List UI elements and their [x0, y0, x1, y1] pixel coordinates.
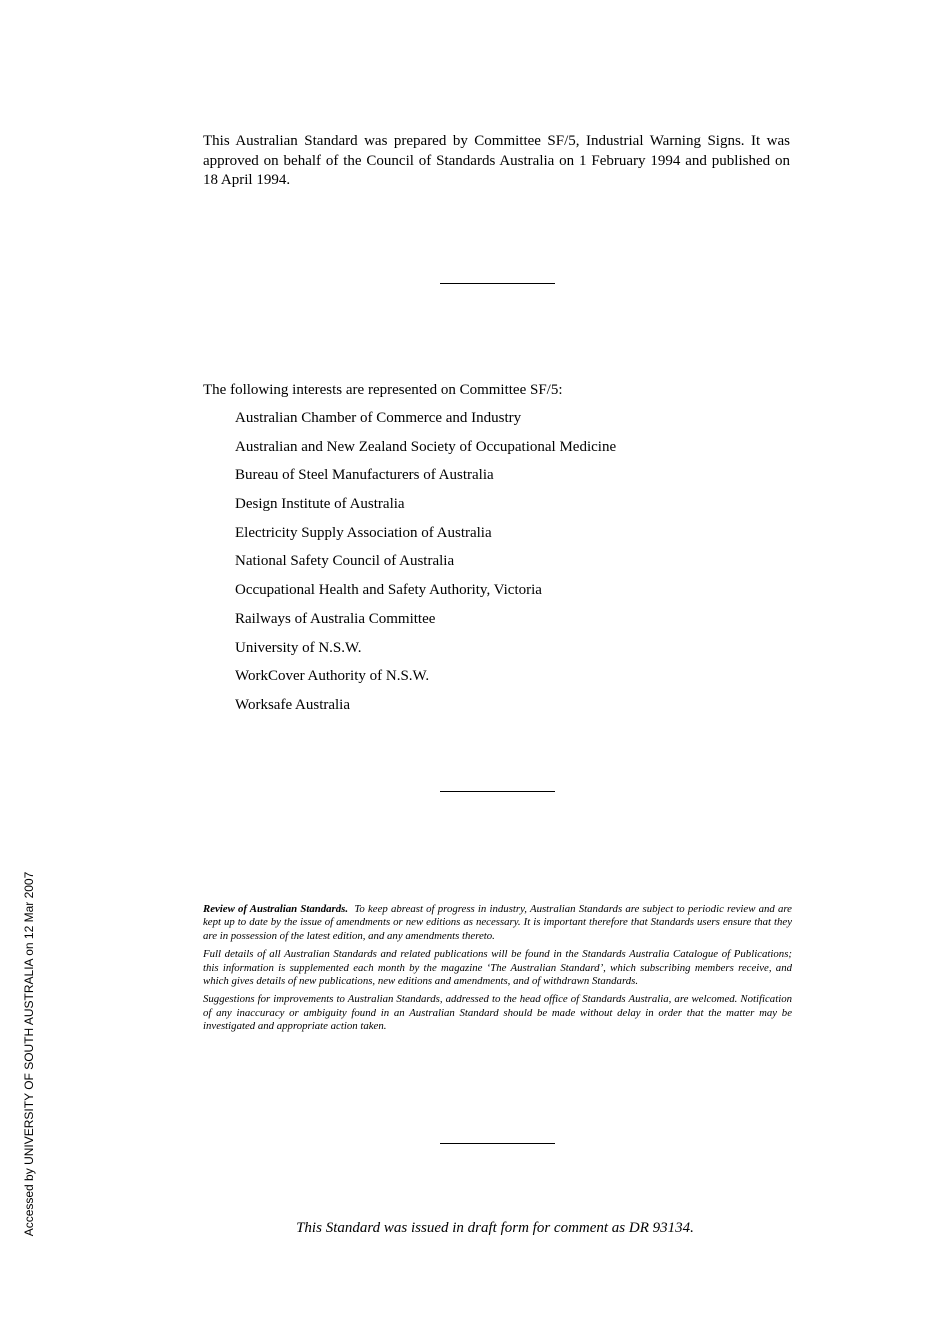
- interest-item: Electricity Supply Association of Australia: [235, 524, 492, 541]
- interest-item: Design Institute of Australia: [235, 496, 405, 513]
- interest-item: Occupational Health and Safety Authority, Victoria: [235, 582, 542, 599]
- review-title: Review of Australian Standards.: [203, 903, 349, 915]
- publications-paragraph: Full details of all Australian Standards and related publications will be found in the Standards Australia Catalogue of Publications; this information is supplemented each month by the magazine ‘The Australian Standard’, which subscribing members receive, and which gives details of new publications, new editions and amendments, and of withdrawn Standards.: [203, 948, 792, 988]
- interest-item: Railways of Australia Committee: [235, 610, 436, 627]
- review-text: To keep abreast of progress in industry, Australian Standards are subject to periodic review and are kept up to date by the issue of amendments or new editions as necessary. It is important therefore that Standards users ensure that they are in possession of the latest edition, and any amendments thereto.: [203, 903, 792, 942]
- interest-item: Bureau of Steel Manufacturers of Australia: [235, 467, 494, 484]
- divider-rule: [440, 283, 555, 284]
- suggestions-paragraph: Suggestions for improvements to Australian Standards, addressed to the head office of Standards Australia, are welcomed. Notification of any inaccuracy or ambiguity found in an Australian Standard should be made without delay in order that the matter may be investigated and appropriate action taken.: [203, 993, 792, 1033]
- interest-item: Worksafe Australia: [235, 696, 351, 713]
- interest-item: Australian Chamber of Commerce and Industry: [235, 410, 522, 426]
- divider-rule: [440, 1143, 555, 1144]
- interests-list: [235, 409, 616, 725]
- interest-item: University of N.S.W.: [235, 639, 362, 656]
- access-watermark: Accessed by UNIVERSITY OF SOUTH AUSTRALIA on 12 Mar 2007: [22, 871, 36, 1237]
- review-notice: [203, 903, 792, 1039]
- divider-rule: [440, 791, 555, 792]
- preparation-statement: This Australian Standard was prepared by Committee SF/5, Industrial Warning Signs. It was approved on behalf of the Council of Standards Australia on 1 February 1994 and published on 18 April 1994.: [203, 133, 790, 188]
- interest-item: WorkCover Authority of N.S.W.: [235, 668, 430, 685]
- draft-notice: This Standard was issued in draft form for comment as DR 93134.: [296, 1220, 694, 1236]
- interest-item: National Safety Council of Australia: [235, 553, 455, 570]
- interests-heading: The following interests are represented on Committee SF/5:: [203, 382, 563, 398]
- review-paragraph: [203, 903, 792, 943]
- interest-item: Australian and New Zealand Society of Occupational Medicine: [235, 438, 617, 455]
